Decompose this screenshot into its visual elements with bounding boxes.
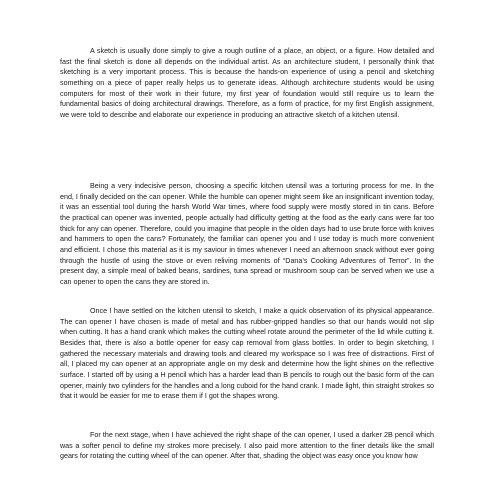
essay-body xyxy=(60,46,434,121)
paragraph-1: A sketch is usually done simply to give a rough outline of a place, an object, or a figure. How detailed and fast the final sketch is done all depends on the individual artist. As an architecture student, I personally think that sketching is a very important process. This is because the hands-on experience of using a pencil and sketching something on a piece of paper really helps us to generate ideas. Although architecture students would be using computers for most of their work in their future, my first year of foundation would still require us to learn the fundamental basics of doing architectural drawings. Therefore, as a form of practice, for my first English assignment, we were told to describe and elaborate our experience in producing an attractive sketch of a kitchen utensil. xyxy=(60,47,434,119)
paragraph-3: Once I have settled on the kitchen utensil to sketch, I make a quick observation of its physical appearance. The can opener I have chosen is made of metal and has rubber-gripped handles so that our hands would not slip when cutting. It has a hand crank which makes the cutting wheel rotate around the perimeter of the lid while cutting it. Besides that, there is also a bottle opener for easy cap removal from glass bottles. In order to begin sketching, I gathered the necessary materials and drawing tools and cleared my workspace so I was free of distractions. First of all, I placed my can opener at an appropriate angle on my desk and determine how the light shines on the reflective surface. I started off by using a H pencil which has a harder lead than B pencils to rough out the basic form of the can opener, mainly two cylinders for the handles and a long cuboid for the hand crank. I made light, thin straight strokes so that it would be easier for me to erase them if I got the shapes wrong. xyxy=(60,307,434,401)
essay-body xyxy=(60,306,434,402)
essay-body xyxy=(60,181,434,288)
paragraph-2: Being a very indecisive person, choosing a specific kitchen utensil was a torturing process for me. In the end, I finally decided on the can opener. While the humble can opener might seem like an insignificant invention today, it was an essential tool during the harsh World War times, where food supply were mostly stored in tin cans. Before the practical can opener was invented, people actually had difficulty getting at the food as the early cans were far too thick for any can opener. Therefore, could you imagine that people in the olden days had to use brute force with knives and hammers to open the cans? Fortunately, the familiar can opener you and I use today is much more convenient and efficient. I chose this material as it is my saviour in times whenever I need an afternoon snack without ever going through the hustle of using the stove or even reliving moments of “Dana’s Cooking Adventures of Terror”. In the present day, a simple meal of baked beans, sardines, tuna spread or mushroom soup can be served when we use a can opener to open the cans they are stored in. xyxy=(60,182,434,286)
paragraph-4: For the next stage, when I have achieved the right shape of the can opener, I used a darker 2B pencil which was a softer pencil to define my strokes more precisely. I also paid more attention to the finer details like the small gears for rotating the cutting wheel of the can opener. After that, shading the object was easy once you know how xyxy=(60,431,434,461)
essay-body xyxy=(60,430,434,462)
